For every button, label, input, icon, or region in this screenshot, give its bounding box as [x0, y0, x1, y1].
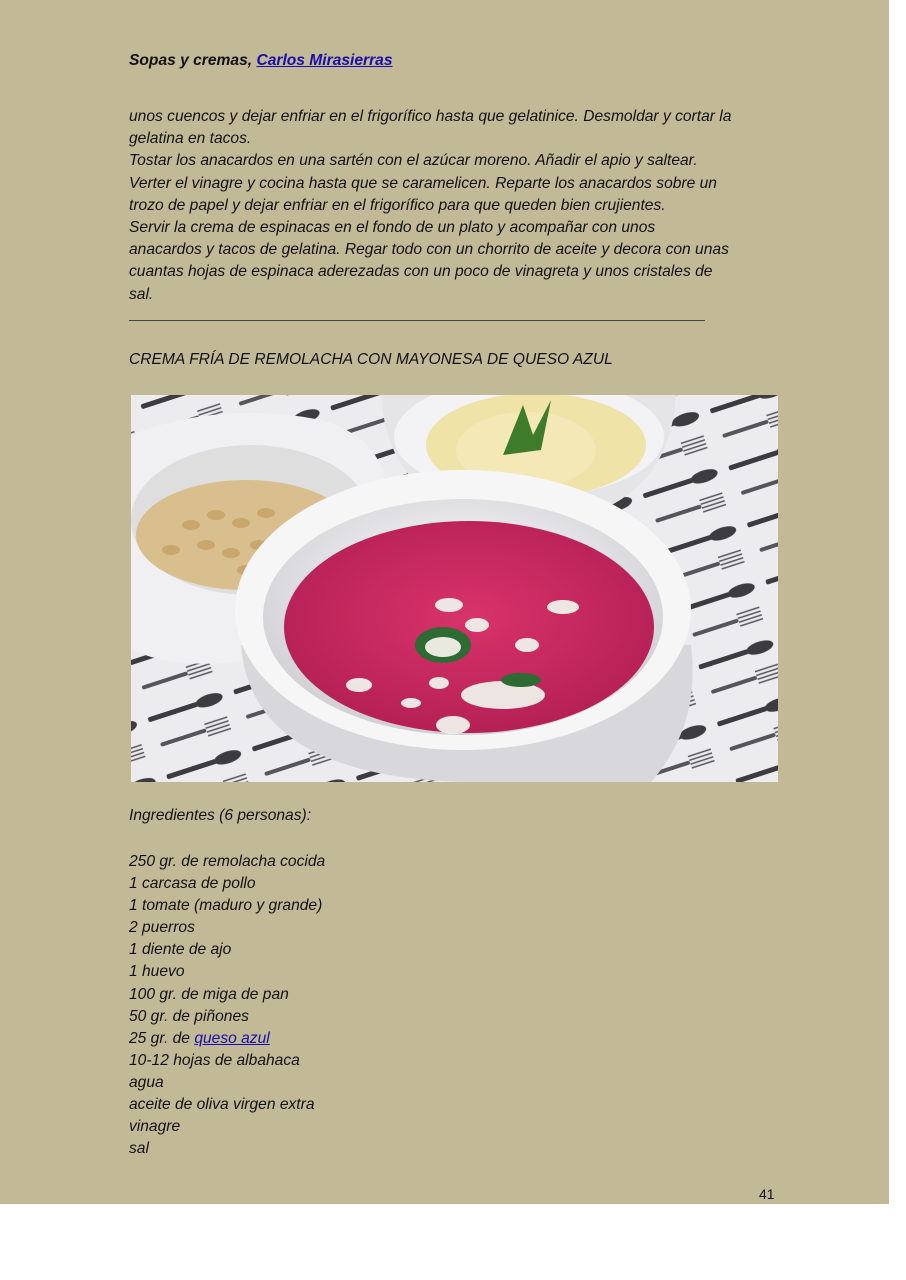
page-number: 41	[759, 1186, 775, 1202]
paragraph-line: Servir la crema de espinacas en el fondo de un plato y acompañar con unos	[129, 219, 656, 237]
ingredient-item: 10-12 hojas de albahaca	[129, 1051, 300, 1069]
ingredients-list	[129, 851, 325, 1160]
paragraph-line: trozo de papel y dejar enfriar en el frigorífico para que queden bien crujientes.	[129, 196, 666, 214]
header-prefix: Sopas y cremas,	[129, 52, 257, 69]
ingredient-item: 1 huevo	[129, 963, 185, 981]
paragraph-line: cuantas hojas de espinaca aderezadas con un poco de vinagreta y unos cristales de	[129, 263, 713, 281]
paragraph-line: gelatina en tacos.	[129, 130, 252, 148]
ingredients-heading: Ingredientes (6 personas):	[129, 807, 312, 824]
paragraph-line: sal.	[129, 285, 154, 303]
ingredient-item: aceite de oliva virgen extra	[129, 1096, 315, 1114]
author-link[interactable]: Carlos Mirasierras	[256, 52, 393, 69]
running-header	[129, 52, 393, 70]
ingredient-item: 2 puerros	[129, 919, 195, 937]
ingredient-item: sal	[129, 1140, 149, 1158]
recipe-photo	[131, 395, 778, 782]
paragraph-line: anacardos y tacos de gelatina. Regar todo con un chorrito de aceite y decora con unas	[129, 241, 729, 259]
ingredient-item: 1 carcasa de pollo	[129, 875, 256, 893]
paragraph-line: Tostar los anacardos en una sartén con el azúcar moreno. Añadir el apio y saltear.	[129, 152, 698, 170]
recipe-title: CREMA FRÍA DE REMOLACHA CON MAYONESA DE QUESO AZUL	[129, 351, 613, 368]
blue-cheese-link[interactable]: queso azul	[194, 1029, 270, 1047]
ingredient-item-with-link	[129, 1028, 325, 1050]
ingredient-item: 50 gr. de piñones	[129, 1007, 249, 1025]
section-divider	[129, 320, 705, 321]
ingredient-item: agua	[129, 1073, 164, 1091]
instructions-paragraph	[129, 106, 789, 306]
beet-soup-illustration	[131, 395, 778, 782]
ingredient-link-prefix: 25 gr. de	[129, 1029, 195, 1047]
paragraph-line: unos cuencos y dejar enfriar en el frigorífico hasta que gelatinice. Desmoldar y cortar la	[129, 108, 732, 125]
ingredient-item: 1 tomate (maduro y grande)	[129, 897, 323, 915]
ingredient-item: 1 diente de ajo	[129, 941, 232, 959]
ingredient-item: vinagre	[129, 1118, 181, 1136]
ingredient-item: 250 gr. de remolacha cocida	[129, 853, 326, 870]
ingredient-item: 100 gr. de miga de pan	[129, 985, 289, 1003]
paragraph-line: Verter el vinagre y cocina hasta que se caramelicen. Reparte los anacardos sobre un	[129, 174, 717, 192]
